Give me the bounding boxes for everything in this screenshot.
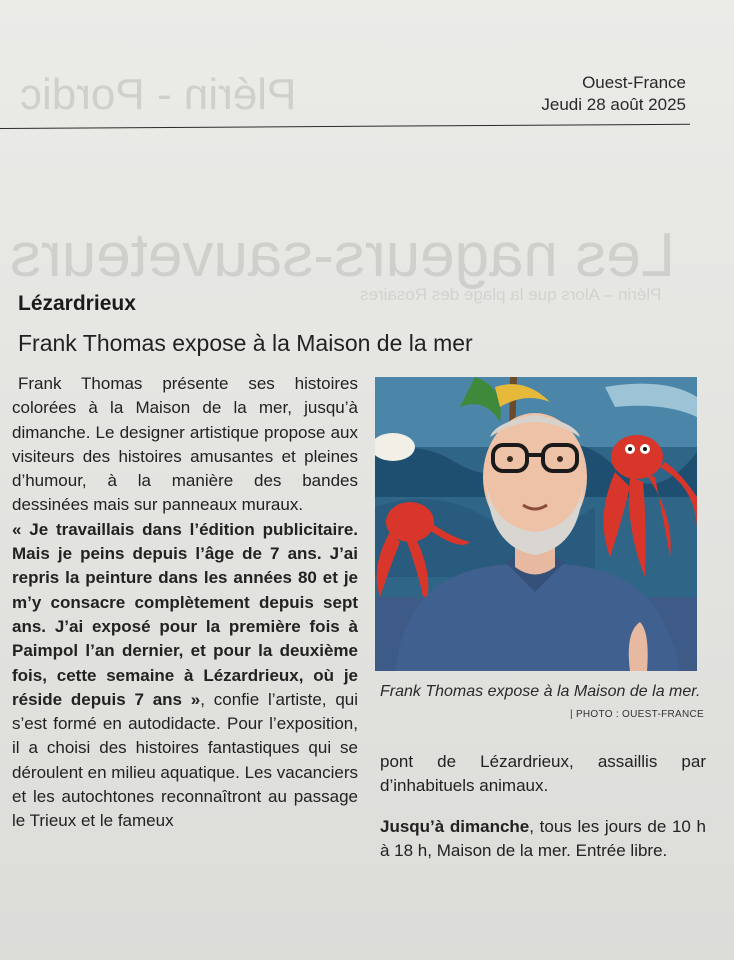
article-quote-paragraph	[12, 518, 358, 834]
bleed-through-title: Les nageurs-sauveteurs	[10, 221, 676, 290]
masthead	[541, 72, 686, 116]
article-quote: « Je travaillais dans l’édition publicitaire. Mais je peins depuis l’âge de 7 ans. J’ai repris la peinture dans les années 80 et je m’y consacre complètement depuis sept ans. J’ai exposé pour la première fois à Paimpol l’an dernier, et pour la deuxième fois, cette semaine à Lézardrieux, où je réside depuis 7 ans »	[12, 519, 358, 709]
article-column-right	[380, 750, 706, 879]
article-continuation: pont de Lézardrieux, assaillis par d’inhabituels animaux.	[380, 752, 706, 796]
article-intro: Frank Thomas présente ses histoires colorées à la Maison de la mer, jusqu’à dimanche. Le designer artistique propose aux visiteurs des histoires amusantes et pleines d’humour, à la manière des bandes dessinées mais sur panneaux muraux.	[12, 374, 358, 515]
bleed-through-section: Plérin - Pordic	[20, 70, 297, 119]
header-rule	[0, 124, 690, 129]
article-body-continued: , confie l’artiste, qui s’est formé en autodidacte. Pour l’exposition, il a choisi des histoires fantastiques qui se déroulent en milieu aquatique. Les vacanciers et les autochtones reconnaîtront au passage le Trieux et le fameux	[12, 689, 358, 831]
bleed-through-line: Plérin – Alors que la plage des Rosaires	[360, 285, 662, 304]
article-headline: Frank Thomas expose à la Maison de la mer	[18, 330, 473, 356]
photo-credit: | PHOTO : OUEST-FRANCE	[569, 709, 704, 720]
article-kicker: Lézardrieux	[18, 292, 136, 315]
publication-date: Jeudi 28 août 2025	[541, 95, 686, 114]
photo-caption: Frank Thomas expose à la Maison de la mer.	[380, 683, 701, 700]
publication-name: Ouest-France	[582, 73, 686, 92]
practical-info-dates: Jusqu’à dimanche	[380, 816, 530, 836]
practical-info-details: , tous les jours de 10 h à 18 h, Maison de la mer. Entrée libre.	[380, 816, 706, 860]
article-column-left	[12, 372, 358, 834]
article-photo	[375, 377, 697, 671]
practical-info	[380, 815, 706, 864]
